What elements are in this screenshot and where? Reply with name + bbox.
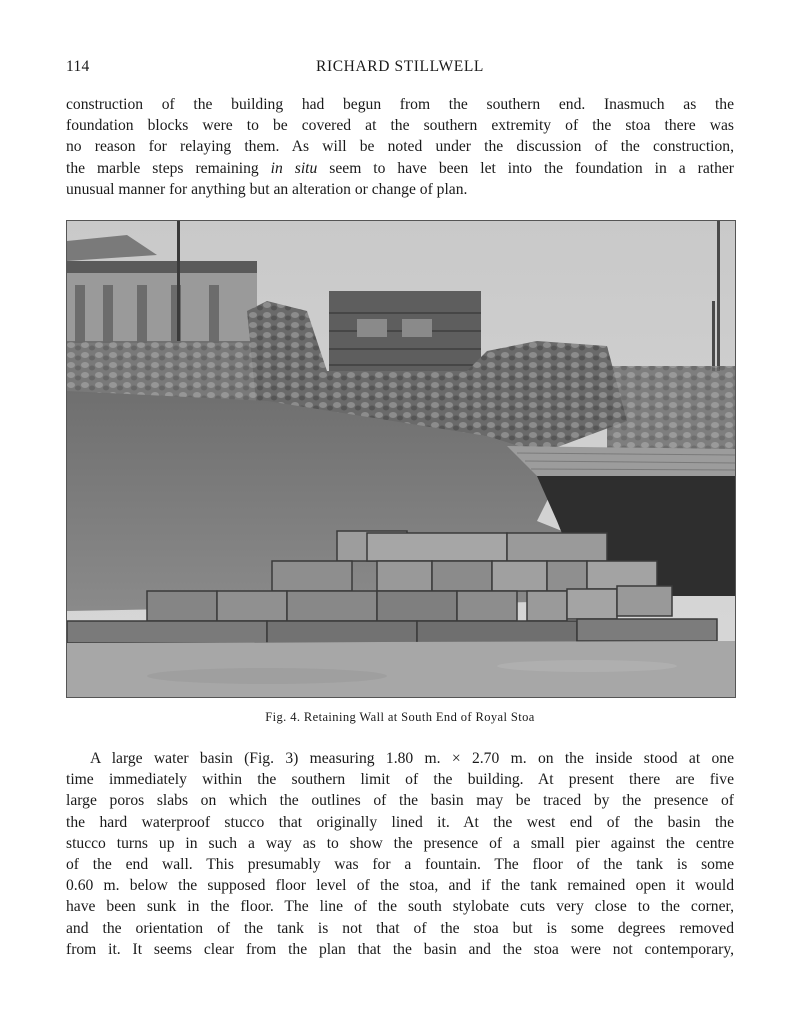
page-number: 114 <box>66 58 90 75</box>
paragraph-1 <box>66 94 734 200</box>
running-head: RICHARD STILLWELL <box>316 58 484 75</box>
paragraph-2-line: have been sunk in the floor. The line of the south stylobate cuts very close to the corner, <box>66 898 734 916</box>
paragraph-2-line: 0.60 m. below the supposed floor level of the stoa, and if the tank remained open it would <box>66 877 734 895</box>
figure-caption: Fig. 4. Retaining Wall at South End of Royal Stoa <box>265 710 535 724</box>
paragraph-2-line: from it. It seems clear from the plan that the basin and the stoa were not contemporary, <box>66 940 734 958</box>
paragraph-1-line: foundation blocks were to be covered at the southern extremity of the stoa there was <box>66 117 734 135</box>
paragraph-1-line-mixed <box>66 158 734 179</box>
paragraph-1-line: unusual manner for anything but an alteration or change of plan. <box>66 180 468 198</box>
paragraph-1-line: construction of the building had begun from the southern end. Inasmuch as the <box>66 96 734 113</box>
paragraph-2-line: of the end wall. This presumably was for a fountain. The floor of the tank is some <box>66 856 734 874</box>
paragraph-2-line: and the orientation of the tank is not that of the stoa but is some degrees removed <box>66 919 734 937</box>
text-run: the marble steps remaining <box>66 159 271 177</box>
paragraph-2-line: stucco turns up in such a way as to show the presence of a small pier against the centre <box>66 834 734 852</box>
paragraph-2-line: large poros slabs on which the outlines of the basin may be traced by the presence of <box>66 792 734 810</box>
paragraph-2-line: the hard waterproof stucco that originally lined it. At the west end of the basin the <box>66 813 734 831</box>
figure-photograph <box>66 220 736 698</box>
retaining-wall-photo <box>67 221 735 697</box>
italic-phrase: in situ <box>270 159 318 177</box>
paragraph-2-line: A large water basin (Fig. 3) measuring 1.80 m. × 2.70 m. on the inside stood at one <box>90 750 734 767</box>
page-header <box>66 58 734 80</box>
paragraph-2-line: time immediately within the southern limit of the building. At present there are five <box>66 771 734 789</box>
paragraph-2 <box>66 748 734 960</box>
paragraph-1-line: no reason for relaying them. As will be noted under the discussion of the construction, <box>66 138 734 156</box>
text-run: seem to have been let into the foundation in a rather <box>317 159 734 177</box>
